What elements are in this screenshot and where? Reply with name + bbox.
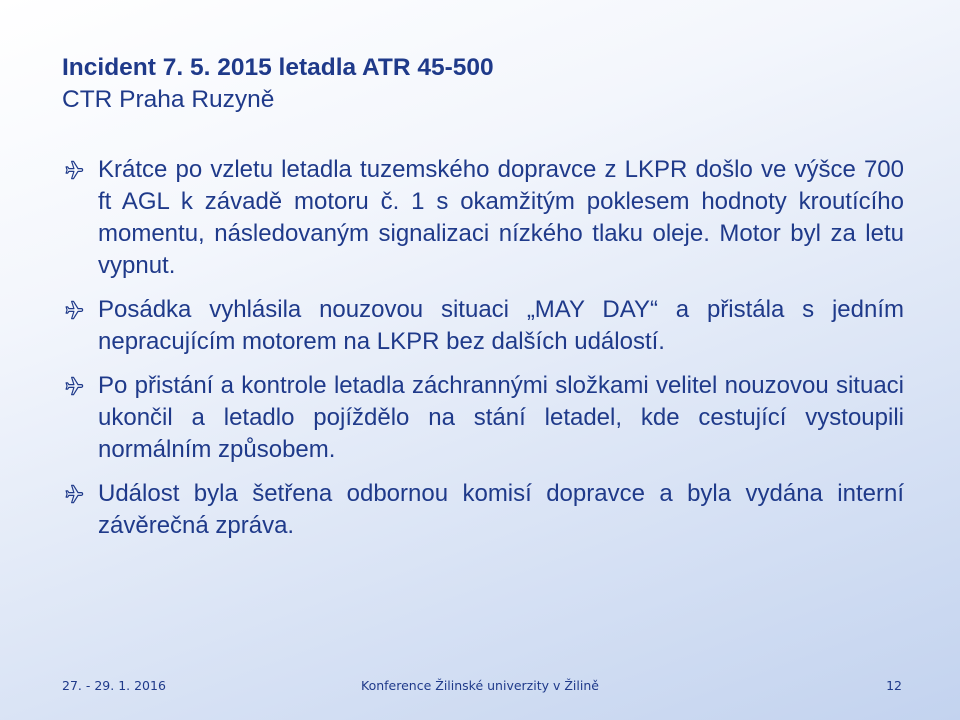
airplane-icon <box>62 158 84 182</box>
footer-date: 27. - 29. 1. 2016 <box>62 678 166 693</box>
airplane-icon <box>62 298 84 322</box>
title-line-1: Incident 7. 5. 2015 letadla ATR 45-500 <box>62 54 494 81</box>
bullet-item <box>62 370 904 466</box>
bullet-item <box>62 154 904 282</box>
bullet-text: Událost byla šetřena odbornou komisí dopravce a byla vydána interní závěrečná zpráva. <box>98 480 904 539</box>
bullet-list <box>62 154 904 554</box>
bullet-text: Posádka vyhlásila nouzovou situaci „MAY DAY“ a přistála s jedním nepracujícím motorem na LKPR bez dalších událostí. <box>98 296 904 355</box>
bullet-text: Po přistání a kontrole letadla záchrannými složkami velitel nouzovou situaci ukončil a letadlo pojíždělo na stání letadel, kde cestující vystoupili normálním způsobem. <box>98 372 904 463</box>
slide-title <box>62 52 902 116</box>
bullet-item <box>62 478 904 542</box>
bullet-text: Krátce po vzletu letadla tuzemského dopravce z LKPR došlo ve výšce 700 ft AGL k závadě motoru č. 1 s okamžitým poklesem hodnoty kroutícího momentu, následovaným signalizaci nízkého tlaku oleje. Motor byl za letu vypnut. <box>98 156 904 279</box>
footer-page-number: 12 <box>886 678 902 693</box>
title-line-2: CTR Praha Ruzyně <box>62 86 275 113</box>
footer-conference: Konference Žilinské univerzity v Žilině <box>361 678 599 693</box>
bullet-item <box>62 294 904 358</box>
airplane-icon <box>62 482 84 506</box>
airplane-icon <box>62 374 84 398</box>
